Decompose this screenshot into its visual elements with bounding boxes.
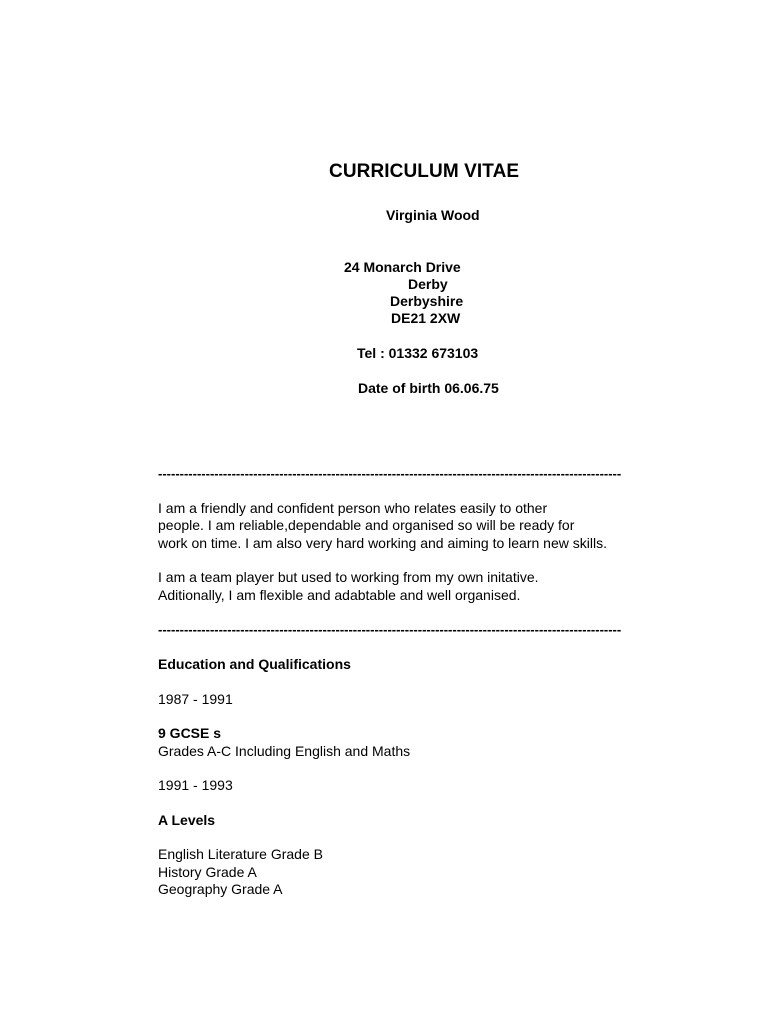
qualification-1-title: 9 GCSE s xyxy=(158,725,222,741)
profile-line: Aditionally, I am flexible and adabtable and well organised. xyxy=(158,587,521,603)
address-line-city: Derby xyxy=(408,276,448,292)
qualification-2-title: A Levels xyxy=(158,812,216,828)
separator-top: ----------------------------------------------------------------------------------------------------------- xyxy=(158,466,622,481)
candidate-name: Virginia Wood xyxy=(386,207,480,223)
a-level-item: English Literature Grade B xyxy=(158,846,323,862)
profile-line: I am a team player but used to working from my own initative. xyxy=(158,569,539,585)
a-level-item: Geography Grade A xyxy=(158,881,283,897)
separator-bottom: ----------------------------------------------------------------------------------------------------------- xyxy=(158,622,622,637)
education-period-1: 1987 - 1991 xyxy=(158,691,233,707)
profile-line: people. I am reliable,dependable and organised so will be ready for xyxy=(158,517,575,533)
education-heading: Education and Qualifications xyxy=(158,656,351,672)
document-title: CURRICULUM VITAE xyxy=(329,161,520,182)
education-period-2: 1991 - 1993 xyxy=(158,777,233,793)
telephone: Tel : 01332 673103 xyxy=(357,345,479,361)
qualification-1-detail: Grades A-C Including English and Maths xyxy=(158,743,411,759)
profile-line: work on time. I am also very hard working and aiming to learn new skills. xyxy=(158,535,607,551)
date-of-birth: Date of birth 06.06.75 xyxy=(358,380,499,396)
address-line-postcode: DE21 2XW xyxy=(391,310,461,326)
address-line-county: Derbyshire xyxy=(390,293,464,309)
a-level-item: History Grade A xyxy=(158,864,257,880)
address-line-street: 24 Monarch Drive xyxy=(344,259,461,275)
profile-line: I am a friendly and confident person who relates easily to other xyxy=(158,500,548,516)
